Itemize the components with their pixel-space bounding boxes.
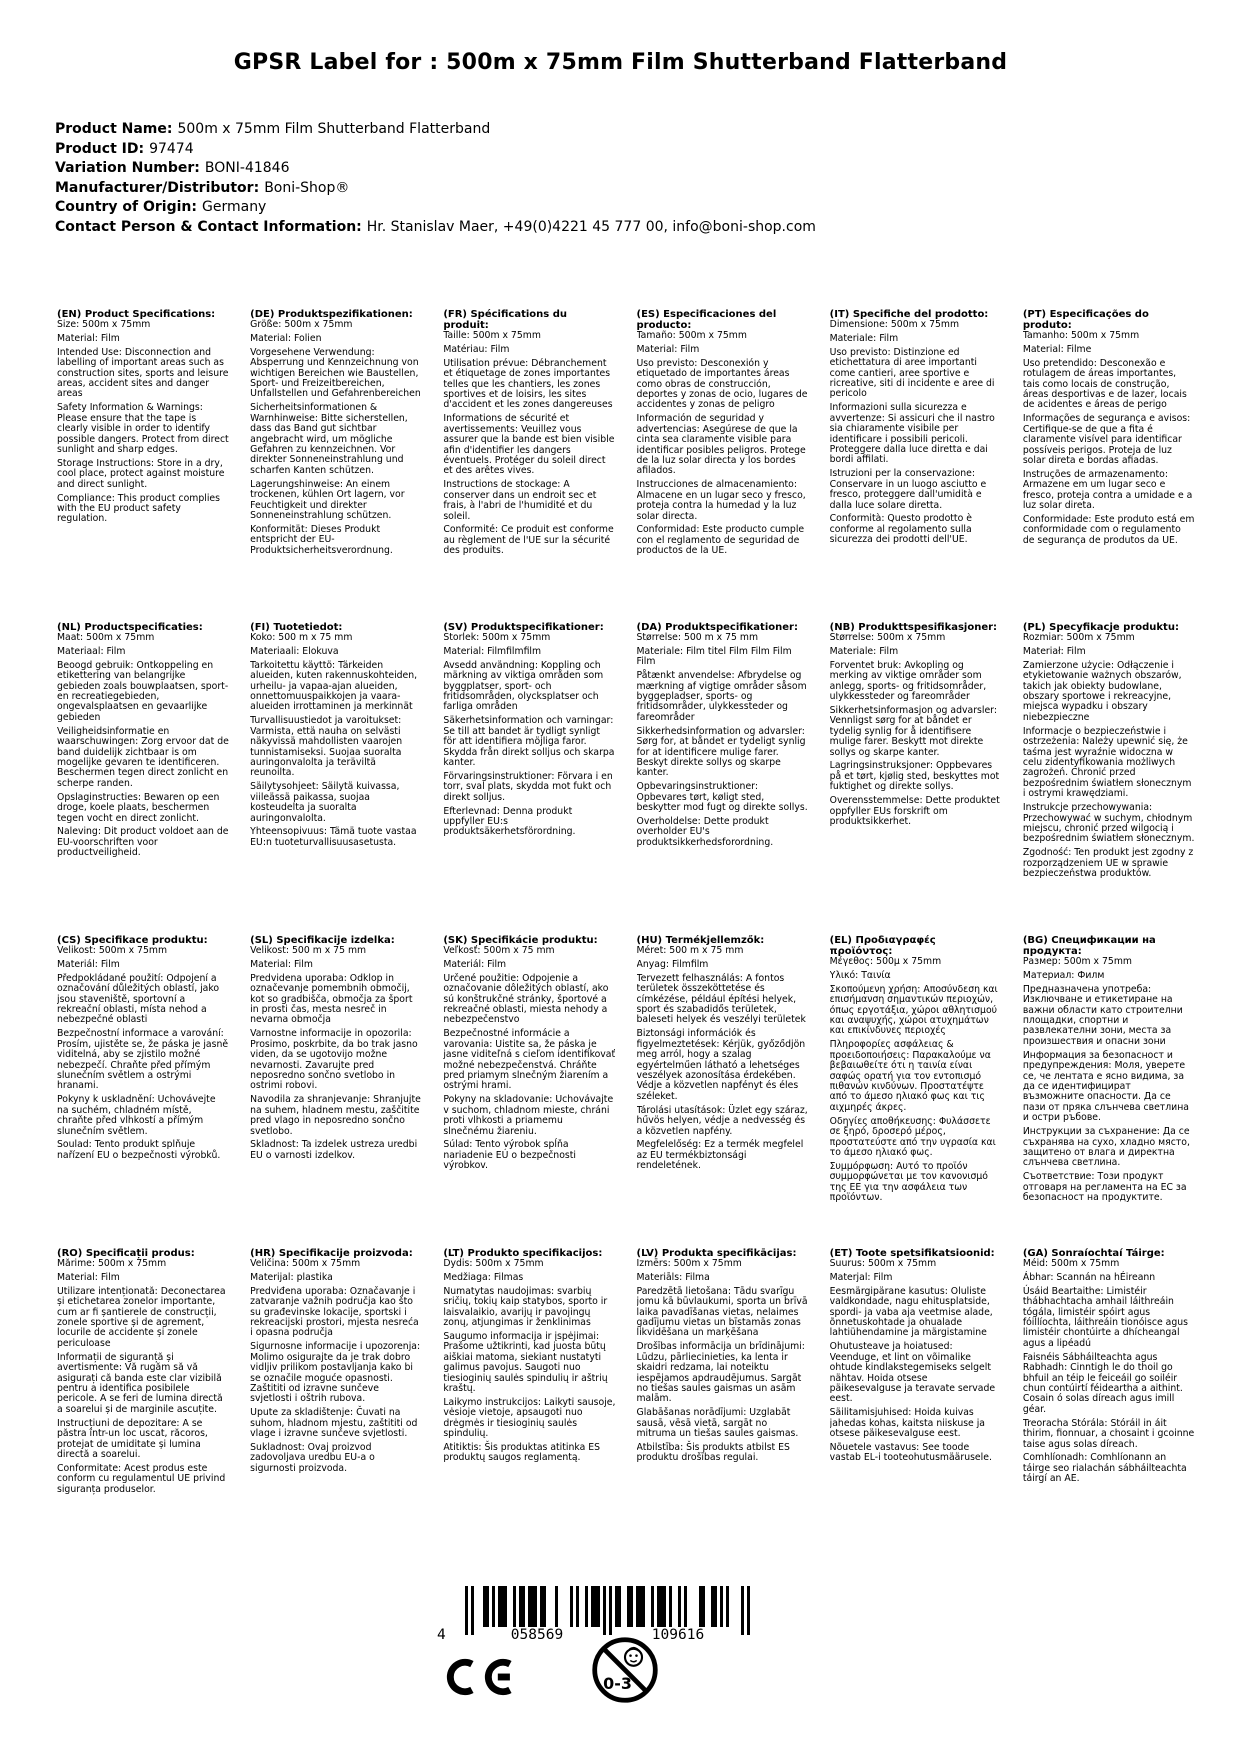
section-body (250, 946, 422, 1161)
spec-item: Materiál: Film (443, 958, 507, 970)
section-body (443, 1259, 615, 1464)
language-spec-block (57, 935, 229, 1248)
section-body (1023, 1259, 1195, 1485)
spec-item: Compliance: This product complies with the EU product safety regulation. (57, 492, 220, 525)
section-heading: (DA) Produktspecifikationer: (636, 622, 798, 633)
spec-item: Numatytas naudojimas: svarbių sričių, tokių kaip statybos, sporto ir laisvalaikio, avarijų ir pavojingų zonų, atjungimas ir ženklinimas (443, 1285, 608, 1329)
spec-item: Размер: 500m x 75mm (1022, 956, 1132, 967)
section-heading: (PL) Specyfikacje produktu: (1022, 622, 1179, 633)
spec-item: Instrucțiuni de depozitare: A se păstra într-un loc uscat, răcoros, protejat de umiditate și lumina directă a soarelui. (57, 1417, 208, 1460)
section-heading: (FR) Spécifications du produit: (443, 309, 567, 331)
spec-item: Οδηγίες αποθήκευσης: Φυλάσσετε σε ξηρό, δροσερό μέρος, προστατεύστε από την υγρασία και το άμεσο ηλιακό φως. (829, 1115, 996, 1158)
language-spec-block (443, 1248, 615, 1561)
section-body (1023, 633, 1195, 879)
section-heading: (FI) Tuotetiedot: (250, 622, 343, 633)
spec-item: Utilisation prévue: Débranchement et étiquetage de zones importantes telles que les chantiers, les zones sportives et de loisirs, les sites d'accident et les zones dangereuses (443, 357, 613, 411)
section-body (57, 946, 229, 1161)
spec-item: Tárolási utasítások: Üzlet egy száraz, hűvös helyen, védje a nedvesség és a közvetlen napfény. (636, 1104, 808, 1137)
section-heading: (GA) Sonraíochtaí Táirge: (1022, 1248, 1165, 1259)
section-body (57, 320, 229, 525)
section-body (637, 946, 809, 1172)
section-body (250, 1259, 422, 1474)
spec-item: Tamanho: 500m x 75mm (1022, 330, 1140, 341)
section-heading: (HU) Termékjellemzők: (636, 935, 765, 946)
spec-item: Größe: 500m x 75mm (250, 319, 353, 330)
section-heading: (HR) Specifikacije proizvoda: (250, 1248, 413, 1259)
spec-item: Rozmiar: 500m x 75mm (1022, 632, 1135, 643)
spec-item: Påtænkt anvendelse: Afbrydelse og mærkning af vigtige områder såsom byggepladser, sports- og fritidsområder, ulykkessteder og fareområder (636, 670, 807, 723)
language-spec-block (830, 622, 1002, 935)
spec-item: Material: Film (57, 332, 120, 344)
spec-item: Súlad: Tento výrobok spĺňa nariadenie EÚ o bezpečnosti výrobkov. (443, 1139, 576, 1172)
language-spec-block (1023, 309, 1195, 622)
spec-item: Efterlevnad: Denna produkt uppfyller EU:s produktsäkerhetsförordning. (443, 805, 576, 838)
spec-item: Soulad: Tento produkt splňuje nařízení EU o bezpečnosti výrobků. (57, 1139, 221, 1161)
spec-item: Förvaringsinstruktioner: Förvara i en torr, sval plats, skydda mot fukt och direkt solljus. (443, 770, 613, 803)
spec-item: Beoogd gebruik: Ontkoppeling en etikettering van belangrijke gebieden zoals bouwplaatsen, sport- en recreatiegebieden, ongevalsplaatsen en gevaarlijke gebieden (57, 659, 229, 723)
spec-item: Velikost: 500 m x 75 mm (250, 945, 367, 956)
spec-item: Predvidena uporaba: Odklop in označevanje pomembnih območij, kot so gradbišča, območja za šport in prosti čas, mesta nesreč in nevarna območja (250, 972, 413, 1026)
section-body (443, 331, 615, 557)
spec-item: Materiaal: Film (57, 645, 126, 657)
section-heading: (DE) Produktspezifikationen: (250, 309, 413, 320)
barcode-left-group: 058569 (510, 1627, 564, 1643)
language-spec-block (637, 935, 809, 1248)
product-name-label: Product Name: (55, 121, 173, 137)
section-body (830, 633, 1002, 827)
spec-item: Úsáid Beartaithe: Limistéir thábhachtacha amhail láithreáin tógála, limistéir spóirt agus fóillíochta, láithreáin tionóisce agus limistéir chontúirte a dhícheangal agus a lipéadú (1022, 1285, 1188, 1349)
spec-item: Предназначена употреба: Изключване и етикетиране на важни области като строителни площадки, спортни и развлекателни зони, места за произшествия и опасни зони (1022, 983, 1183, 1047)
section-heading: (PT) Especificações do produto: (1022, 309, 1149, 331)
product-info-row (55, 218, 816, 238)
spec-item: Conformitate: Acest produs este conform cu regulamentul UE privind siguranța produselor. (57, 1462, 226, 1495)
section-heading: (EN) Product Specifications: (57, 309, 216, 320)
spec-item: Materiale: Film (829, 332, 899, 344)
language-spec-block (57, 622, 229, 935)
spec-item: Materiale: Film (829, 645, 899, 657)
section-heading: (BG) Спецификации на продукта: (1022, 935, 1156, 957)
spec-item: Předpokládané použití: Odpojení a označování důležitých oblastí, jako jsou staveniště, sportovní a rekreační oblasti, místa nehod a nebezpečné oblasti (57, 972, 220, 1026)
language-spec-block (1023, 622, 1195, 935)
spec-item: Mărime: 500m x 75mm (57, 1258, 167, 1269)
spec-item: Tamaño: 500m x 75mm (636, 330, 747, 341)
section-heading: (NB) Produkttspesifikasjoner: (829, 622, 998, 633)
spec-item: Lagringsinstruksjoner: Oppbevares på et tørt, kjølig sted, beskyttes mot fuktighet og direkte sollys. (829, 760, 1000, 793)
spec-item: Conformidad: Este producto cumple con el reglamento de seguridad de productos de la UE. (636, 524, 805, 557)
spec-item: Forventet bruk: Avkopling og merking av viktige områder som anlegg, sports- og fritidsområder, ulykkessteder og fareområder (829, 659, 987, 703)
spec-item: Uso previsto: Distinzione ed etichettatura di aree importanti come cantieri, aree sportive e ricreative, siti di incidente e aree di pericolo (829, 346, 995, 400)
product-id-label: Product ID: (55, 140, 145, 157)
spec-item: Suurus: 500m x 75mm (829, 1258, 937, 1269)
section-body (250, 633, 422, 848)
spec-item: Material: Filmfilmfilm (443, 645, 542, 657)
age-warning-text: 0-3 (603, 1674, 632, 1694)
variation-number-label: Variation Number: (55, 160, 200, 176)
language-spec-block (830, 1248, 1002, 1561)
language-spec-block (830, 309, 1002, 622)
product-id-value: 97474 (149, 140, 194, 157)
spec-item: Informații de siguranță și avertismente: Vă rugăm să vă asigurați că banda este clar vizibilă pentru a identifica posibilele pericole. A se feri de lumina directă a soarelui și de marginile ascuțite. (57, 1351, 223, 1415)
section-heading: (ET) Toote spetsifikatsioonid: (829, 1248, 995, 1259)
language-spec-block (637, 309, 809, 622)
age-warning-0-3-icon (591, 1636, 659, 1704)
section-heading: (EL) Προδιαγραφές προϊόντος: (829, 935, 936, 957)
spec-item: Skladnost: Ta izdelek ustreza uredbi EU o varnosti izdelkov. (250, 1139, 418, 1161)
spec-item: Säkerhetsinformation och varningar: Se till att bandet är tydligt synligt för att identifiera möjliga faror. Skydda från direkt solljus och skarpa kanter. (443, 715, 615, 768)
spec-item: Informações de segurança e avisos: Certifique-se de que a fita é claramente visível para identificar possíveis perigos. Proteja de luz solar direta e bordas afiadas. (1022, 413, 1191, 466)
language-specs-grid (57, 309, 1195, 1561)
spec-item: Paredzētā lietošana: Tādu svarīgu jomu kā būvlaukumi, sporta un brīvā laika pavadīšanas vietas, nelaimes gadījumu vietas un bīstamās zonas likvidēšana un marķēšana (636, 1285, 808, 1339)
spec-item: Sigurnosne informacije i upozorenja: Molimo osigurajte da je trak dobro vidljiv prilikom postavljanja kako bi se označile moguće opasnosti. Zaštititi od izravne sunčeve svjetlosti i oštrih rubova. (250, 1341, 421, 1405)
language-spec-block (1023, 935, 1195, 1248)
spec-item: Navodila za shranjevanje: Shranjujte na suhem, hladnem mestu, zaščitite pred vlago in neposredno sončno svetlobo. (250, 1094, 421, 1137)
spec-item: Bezpečnostní informace a varování: Prosím, ujistěte se, že páska je jasně viditelná, aby se zjistilo možné nebezpečí. Chraňte před přímým slunečním světlem a ostrými hranami. (57, 1028, 229, 1092)
section-heading: (LT) Produkto specifikacijos: (443, 1248, 603, 1259)
spec-item: Informazioni sulla sicurezza e avvertenze: Si assicuri che il nastro sia chiaramente visibile per identificare i possibili pericoli. Proteggere dalla luce diretta e dai bordi affilati. (829, 402, 995, 466)
spec-item: Инструкции за съхранение: Да се съхранява на сухо, хладно място, защитено от влага и директна слънчева светлина. (1022, 1126, 1190, 1169)
spec-item: Turvallisuustiedot ja varoitukset: Varmista, että nauha on selvästi näkyvissä mahdollisten vaarojen tunnistamiseksi. Suojaa suoralta auringonvalolta ja teräviltä reunoilta. (250, 715, 403, 779)
spec-item: Informations de sécurité et avertissements: Veuillez vous assurer que la bande est bien visible afin d'identifier les dangers éventuels. Protéger du soleil direct et des arêtes vives. (443, 413, 615, 477)
language-spec-block (250, 309, 422, 622)
spec-item: Veličina: 500m x 75mm (250, 1258, 361, 1269)
spec-item: Eesmärgipärane kasutus: Oluliste valdkondade, nagu ehitusplatside, spordi- ja vaba aja veetmise alade, õnnetuskohtade ja ohualade lahtiühendamine ja märgistamine (829, 1285, 993, 1339)
product-info-row (55, 140, 816, 160)
language-spec-block (443, 622, 615, 935)
section-heading: (SV) Produktspecifikationer: (443, 622, 604, 633)
language-spec-block (637, 622, 809, 935)
spec-item: Naleving: Dit product voldoet aan de EU-voorschriften voor productveiligheid. (57, 826, 229, 859)
spec-item: Dydis: 500m x 75mm (443, 1258, 544, 1269)
spec-item: Ábhar: Scannán na hÉireann (1022, 1271, 1156, 1283)
spec-item: Zamierzone użycie: Odłączenie i etykietowanie ważnych obszarów, takich jak obiekty budowlane, obszary sportowe i rekreacyjne, miejsca wypadku i obszary niebezpieczne (1022, 659, 1182, 723)
section-body (443, 946, 615, 1172)
section-body (830, 957, 1002, 1203)
spec-item: Størrelse: 500m x 75mm (829, 632, 946, 643)
spec-item: Izmērs: 500m x 75mm (636, 1258, 742, 1269)
spec-item: Upute za skladištenje: Čuvati na suhom, hladnom mjestu, zaštititi od vlage i izravne sunčeve svjetlosti. (250, 1407, 418, 1440)
spec-item: Drošības informācija un brīdinājumi: Lūdzu, pārliecinieties, ka lenta ir skaidri redzama, lai noteiktu iespējamos apdraudējumus. Sargāt no tiešas saules gaismas un asām malām. (636, 1341, 805, 1405)
spec-item: Materiał: Film (1022, 645, 1086, 657)
spec-item: Maat: 500m x 75mm (57, 632, 155, 643)
spec-item: Información de seguridad y advertencias: Asegúrese de que la cinta sea claramente visible para identificar posibles peligros. Protege de la luz solar directa y los bordes afilados. (636, 413, 806, 477)
spec-item: Υλικό: Ταινία (829, 969, 891, 981)
spec-item: Atitiktis: Šis produktas atitinka ES produktų saugos reglamentą. (443, 1442, 601, 1464)
spec-item: Информация за безопасност и предупреждения: Моля, уверете се, че лентата е ясно видима, за да се идентифицират възможните опасности. Да се пази от пряка слънчева светлина и остри ръбове. (1022, 1049, 1189, 1124)
spec-item: Materjal: Film (829, 1271, 893, 1283)
section-heading: (CS) Specifikace produktu: (57, 935, 208, 946)
spec-item: Safety Information & Warnings: Please ensure that the tape is clearly visible in order to identify possible dangers. Protect from direct sunlight and sharp edges. (57, 402, 229, 455)
spec-item: Opbevaringsinstruktioner: Opbevares tørt, køligt sted, beskytter mod fugt og direkte sollys. (636, 781, 808, 814)
spec-item: Pokyny k uskladnění: Uchovávejte na suchém, chladném místě, chraňte před vlhkostí a přímým slunečním světlem. (57, 1094, 216, 1137)
spec-item: Vorgesehene Verwendung: Absperrung und Kennzeichnung von wichtigen Bereichen wie Baustellen, Sport- und Freizeitbereichen, Unfallstellen und Gefahrenbereichen (250, 346, 421, 400)
spec-item: Anyag: Filmfilm (636, 958, 709, 970)
section-body (830, 1259, 1002, 1464)
spec-item: Nõuetele vastavus: See toode vastab EL-i tooteohutusmäärusele. (829, 1442, 992, 1464)
spec-item: Ohutusteave ja hoiatused: Veenduge, et lint on võimalike ohtude kindlakstegemiseks selgelt nähtav. Hoida otsese päikesevalguse ja teravate servade eest. (829, 1341, 996, 1405)
spec-item: Overensstemmelse: Dette produktet oppfyller EUs forskrift om produktsikkerhet. (829, 795, 1000, 827)
spec-item: Veiligheidsinformatie en waarschuwingen: Zorg ervoor dat de band duidelijk zichtbaar is om mogelijke gevaren te identificeren. Beschermen tegen direct zonlicht en scherpe randen. (57, 725, 229, 789)
spec-item: Medžiaga: Filmas (443, 1271, 524, 1283)
spec-item: Material: Film (636, 343, 700, 355)
spec-item: Tarkoitettu käyttö: Tärkeiden alueiden, kuten rakennuskohteiden, urheilu- ja vapaa-ajan alueiden, onnettomuuspaikkojen ja vaara-alueiden irrottaminen ja merkinnät (250, 659, 418, 713)
language-spec-block (1023, 1248, 1195, 1561)
spec-item: Biztonsági információk és figyelmeztetések: Kérjük, győződjön meg arról, hogy a szalag egyértelműen látható a lehetséges veszélyek azonosítása érdekében. Védje a közvetlen napfényt és éles széleket. (636, 1028, 806, 1102)
section-body (830, 320, 1002, 546)
spec-item: Lagerungshinweise: An einem trockenen, kühlen Ort lagern, vor Feuchtigkeit und direkter Sonneneinstrahlung schützen. (250, 478, 405, 521)
contact-label: Contact Person & Contact Information: (55, 218, 362, 235)
spec-item: Treoracha Stórála: Stóráil in áit thirim, fionnuar, a chosaint i gcoinne taise agus solas díreach. (1022, 1417, 1195, 1450)
spec-item: Koko: 500 m x 75 mm (250, 632, 353, 643)
barcode-right-group: 109616 (651, 1627, 705, 1643)
section-body (57, 1259, 229, 1495)
spec-item: Atbilstība: Šis produkts atbilst ES produktu drošības regulai. (636, 1442, 790, 1464)
contact-value: Hr. Stanislav Maer, +49(0)4221 45 777 00, info@boni-shop.com (366, 218, 816, 235)
section-heading: (SK) Špecifikácie produktu: (443, 935, 598, 946)
language-spec-block (57, 1248, 229, 1561)
spec-item: Materijal: plastika (250, 1271, 333, 1283)
section-body (637, 1259, 809, 1464)
spec-item: Material: Filme (1022, 343, 1092, 355)
spec-item: Taille: 500m x 75mm (443, 330, 541, 341)
spec-item: Zgodność: Ten produkt jest zgodny z rozporządzeniem UE w sprawie bezpieczeństwa produktów. (1022, 847, 1194, 880)
language-spec-block (443, 309, 615, 622)
section-heading: (ES) Especificaciones del producto: (636, 309, 777, 331)
variation-number-value: BONI-41846 (204, 160, 290, 176)
spec-item: Avsedd användning: Koppling och märkning av viktiga områden som byggplatser, sport- och fritidsområden, olycksplatser och farliga områden (443, 659, 604, 713)
section-heading: (IT) Specifiche del prodotto: (829, 309, 989, 320)
spec-item: Opslaginstructies: Bewaren op een droge, koele plaats, beschermen tegen vocht en direct zonlicht. (57, 791, 220, 824)
section-body (637, 331, 809, 557)
spec-item: Intended Use: Disconnection and labelling of important areas such as construction sites, sports and leisure areas, accident sites and danger areas (57, 346, 229, 400)
spec-item: Velikost: 500m x 75mm (57, 945, 167, 956)
section-heading: (SL) Specifikacije izdelka: (250, 935, 395, 946)
language-spec-block (57, 309, 229, 622)
spec-item: Sikkerhetsinformasjon og advarsler: Vennligst sørg for at båndet er tydelig synlig for å identifisere mulige farer. Beskytt mot direkte sollys og skarpe kanter. (829, 704, 997, 758)
spec-item: Size: 500m x 75mm (57, 319, 151, 330)
barcode-first-digit: 4 (437, 1627, 446, 1643)
spec-item: Megfelelőség: Ez a termék megfelel az EU termékbiztonsági rendeletének. (636, 1139, 804, 1172)
spec-item: Istruzioni per la conservazione: Conservare in un luogo asciutto e fresco, proteggere dall'umidità e dalla luce solare diretta. (829, 468, 987, 511)
product-info-row (55, 159, 816, 179)
language-spec-block (250, 935, 422, 1248)
spec-item: Material: Film (250, 958, 313, 970)
product-name-value: 500m x 75mm Film Shutterband Flatterband (177, 121, 491, 137)
page-title: GPSR Label for : 500m x 75mm Film Shutterband Flatterband (233, 50, 1008, 75)
spec-item: Materiaali: Elokuva (250, 645, 339, 657)
section-heading: (NL) Productspecificaties: (57, 622, 203, 633)
spec-item: Sukladnost: Ovaj proizvod zadovoljava uredbu EU-a o sigurnosti proizvoda. (250, 1442, 375, 1474)
manufacturer-label: Manufacturer/Distributor: (55, 179, 260, 196)
language-spec-block (250, 1248, 422, 1561)
spec-item: Uso previsto: Desconexión y etiquetado de importantes áreas como obras de construcción, deportes y zonas de ocio, lugares de accidentes y zonas de peligro (636, 357, 808, 411)
spec-item: Glabāšanas norādījumi: Uzglabāt sausā, vēsā vietā, sargāt no mitruma un tiešas saules gaismas. (636, 1407, 799, 1440)
spec-item: Méid: 500m x 75mm (1022, 1258, 1120, 1269)
section-body (637, 633, 809, 848)
spec-item: Instrucciones de almacenamiento: Almacene en un lugar seco y fresco, proteja contra la humedad y la luz solar directa. (636, 479, 806, 522)
language-spec-block (637, 1248, 809, 1561)
spec-item: Yhteensopivuus: Tämä tuote vastaa EU:n tuoteturvallisuusasetusta. (250, 826, 417, 848)
section-body (1023, 957, 1195, 1203)
manufacturer-value: Boni-Shop® (264, 179, 350, 196)
spec-item: Materiál: Film (57, 958, 120, 970)
spec-item: Utilizare intenționată: Deconectarea și etichetarea zonelor importante, cum ar fi șantierele de construcții, zonele sportive și de agrement, locurile de accidente și zonele periculoase (57, 1285, 226, 1349)
spec-item: Faisnéis Sábháilteachta agus Rabhadh: Cinntigh le do thoil go bhfuil an téip le feiceáil go soiléir chun contúirtí féideartha a aithint. Cosain ó solas díreach agus imill géar. (1022, 1351, 1183, 1415)
spec-item: Sikkerhedsinformation og advarsler: Sørg for, at båndet er tydeligt synlig for at identificere mulige farer. Beskyt direkte sollys og skarpe kanter. (636, 725, 806, 779)
spec-item: Informacje o bezpieczeństwie i ostrzeżenia: Należy upewnić się, że taśma jest wyraźnie widoczna w celu zidentyfikowania możliwych zagrożeń. Chronić przed bezpośrednim światłem słonecznym i ostrymi krawędziami. (1022, 725, 1192, 800)
spec-item: Material: Folien (250, 332, 322, 344)
spec-item: Съответствие: Този продукт отговаря на регламента на ЕС за безопасност на продуктите. (1022, 1171, 1187, 1204)
spec-item: Størrelse: 500 m x 75 mm (636, 632, 759, 643)
spec-item: Σκοπούμενη χρήση: Αποσύνδεση και επισήμανση σημαντικών περιοχών, όπως εργοτάξια, χώροι αθλητισμού και αναψυχής, χώροι ατυχημάτων και επικίνδυνες περιοχές (829, 983, 998, 1037)
section-body (57, 633, 229, 859)
spec-item: Bezpečnostné informácie a varovania: Uistite sa, že páska je jasne viditeľná s cieľom identifikovať možné nebezpečenstvá. Chráňte pred priamym slnečným žiarením a ostrými hrami. (443, 1028, 616, 1092)
spec-item: Materiale: Film titel Film Film Film Film (636, 645, 792, 668)
spec-item: Conformité: Ce produit est conforme au règlement de l'UE sur la sécurité des produits. (443, 524, 614, 557)
section-heading: (RO) Specificații produs: (57, 1248, 195, 1259)
spec-item: Konformität: Dieses Produkt entspricht der EU-Produktsicherheitsverordnung. (250, 523, 393, 556)
language-spec-block (250, 622, 422, 935)
spec-item: Instruções de armazenamento: Armazene em um lugar seco e fresco, proteja contra a umidade e a luz solar direta. (1022, 468, 1193, 512)
section-body (250, 320, 422, 556)
spec-item: Laikymo instrukcijos: Laikyti sausoje, vėsioje vietoje, apsaugoti nuo drėgmės ir tiesioginių saulės spindulių. (443, 1396, 616, 1440)
spec-item: Säilitamisjuhised: Hoida kuivas jahedas kohas, kaitsta niiskuse ja otsese päikesevalguse eest. (829, 1407, 986, 1440)
spec-item: Storage Instructions: Store in a dry, cool place, protect against moisture and direct sunlight. (57, 457, 225, 490)
spec-item: Πληροφορίες ασφάλειας & προειδοποιήσεις: Παρακαλούμε να βεβαιωθείτε ότι η ταινία είναι σαφώς ορατή για τον εντοπισμό πιθανών κινδύνων. Προστατέψτε από το άμεσο ηλιακό φως και τις αιχμηρές άκρες. (829, 1039, 991, 1113)
spec-item: Predviđena uporaba: Označavanje i zatvaranje važnih područja kao što su građevinske lokacije, sportski i rekreacijski prostori, mjesta nesreća i opasna područja (250, 1285, 419, 1339)
spec-item: Instructions de stockage: A conserver dans un endroit sec et frais, à l'abri de l'humidité et du soleil. (443, 479, 597, 522)
product-info-block (55, 120, 816, 237)
spec-item: Dimensione: 500m x 75mm (829, 319, 960, 330)
spec-item: Storlek: 500m x 75mm (443, 632, 551, 643)
country-of-origin-label: Country of Origin: (55, 199, 197, 215)
ce-mark-icon (446, 1658, 522, 1696)
spec-item: Saugumo informacija ir įspėjimai: Prašome užtikrinti, kad juosta būtų aiškiai matoma, siekiant nustatyti galimus pavojus. Saugoti nuo tiesioginių saulės spindulių ir aštrių kraštų. (443, 1330, 608, 1394)
country-of-origin-value: Germany (202, 199, 267, 215)
language-spec-block (443, 935, 615, 1248)
spec-item: Méret: 500 m x 75 mm (636, 945, 744, 956)
spec-item: Material: Film (57, 1271, 120, 1283)
spec-item: Určené použitie: Odpojenie a označovanie dôležitých oblastí, ako sú konštrukčné stránky, športové a rekreačné oblasti, miesta nehody a nebezpečenstvo (443, 972, 609, 1026)
spec-item: Μέγεθος: 500μ x 75mm (829, 956, 942, 967)
spec-item: Veľkosť: 500m x 75 mm (443, 945, 555, 956)
spec-item: Comhlíonadh: Comhlíonann an táirge seo rialachán sábháilteachta táirgí an AE. (1022, 1452, 1187, 1485)
spec-item: Instrukcje przechowywania: Przechowywać w suchym, chłodnym miejscu, chronić przed wilgocią i bezpośrednim światłem słonecznym. (1022, 802, 1195, 845)
spec-item: Overholdelse: Dette produkt overholder EU's produktsikkerhedsforordning. (636, 816, 774, 848)
product-info-row (55, 120, 816, 140)
spec-item: Matériau: Film (443, 343, 510, 355)
spec-item: Материал: Филм (1022, 969, 1105, 981)
spec-item: Varnostne informacije in opozorila: Prosimo, poskrbite, da bo trak jasno viden, da se ugotovijo možne nevarnosti. Zavarujte pred neposredno sončno svetlobo in ostrimi robovi. (250, 1028, 418, 1092)
section-body (443, 633, 615, 838)
spec-item: Säilytysohjeet: Säilytä kuivassa, viileässä paikassa, suojaa kosteudelta ja suoralta auringonvalolta. (250, 781, 400, 824)
spec-item: Tervezett felhasználás: A fontos területek összeköttetése és címkézése, például építési helyek, sport és szabadidős területek, baleseti helyek és veszélyi területek (636, 972, 806, 1026)
spec-item: Συμμόρφωση: Αυτό το προϊόν συμμορφώνεται με τον κανονισμό της ΕΕ για την ασφάλεια των προϊόντων. (829, 1160, 988, 1204)
spec-item: Pokyny na skladovanie: Uchovávajte v suchom, chladnom mieste, chráni proti vlhkosti a priamemu slnečnému žiareniu. (443, 1094, 614, 1137)
spec-item: Uso pretendido: Desconexão e rotulagem de áreas importantes, tais como locais de construção, áreas desportivas e de lazer, locais de acidentes e áreas de perigo (1022, 357, 1187, 411)
spec-item: Sicherheitsinformationen & Warnhinweise: Bitte sicherstellen, dass das Band gut sichtbar angebracht wird, um mögliche Gefahren zu kennzeichnen. Vor direkter Sonneneinstrahlung und scharfen Kanten schützen. (250, 402, 408, 476)
language-spec-block (830, 935, 1002, 1248)
product-info-row (55, 179, 816, 199)
product-info-row (55, 198, 816, 218)
section-body (1023, 331, 1195, 546)
spec-item: Conformità: Questo prodotto è conforme al regolamento sulla sicurezza dei prodotti dell'UE. (829, 513, 972, 546)
spec-item: Materiāls: Filma (636, 1271, 710, 1283)
spec-item: Conformidade: Este produto está em conformidade com o regulamento de segurança de produtos da UE. (1022, 514, 1195, 546)
section-heading: (LV) Produkta specifikācijas: (636, 1248, 797, 1259)
